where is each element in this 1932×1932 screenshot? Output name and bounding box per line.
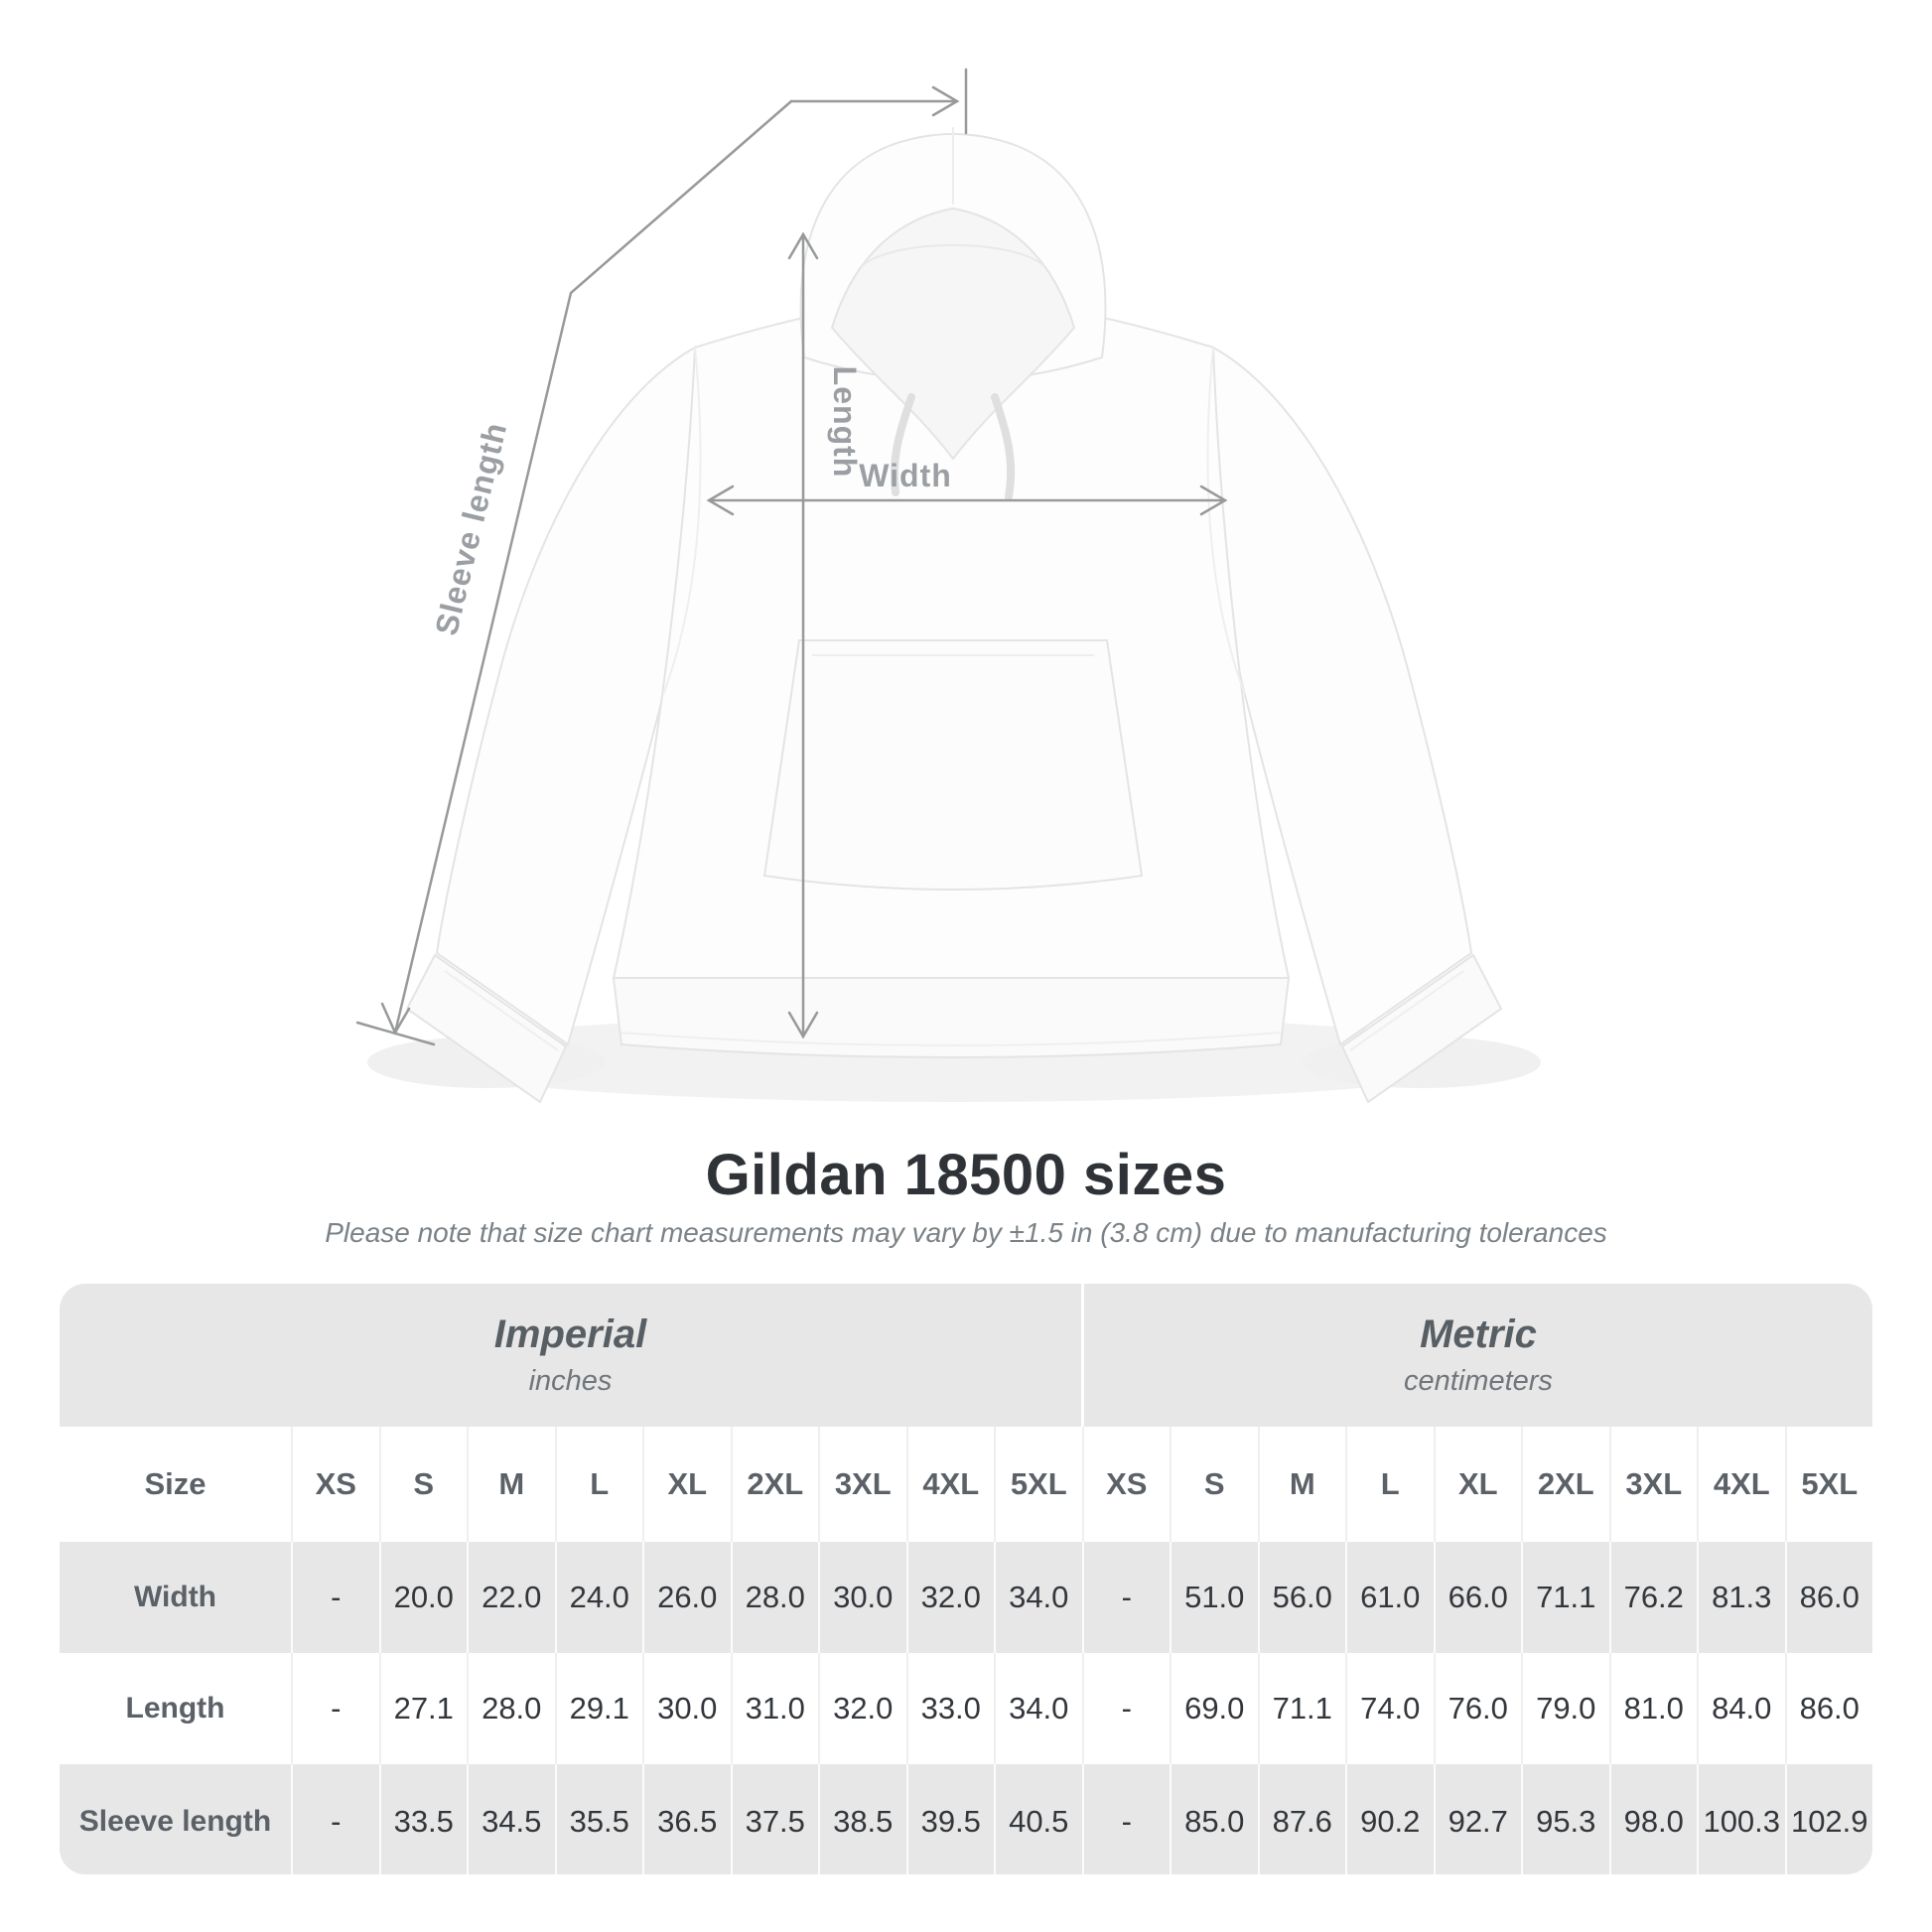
size-header-metric-l: L (1345, 1427, 1434, 1542)
cell: 35.5 (555, 1764, 643, 1874)
cell: 39.5 (906, 1764, 995, 1874)
row-label-sleeve-length: Sleeve length (78, 1804, 272, 1838)
cell: 81.3 (1697, 1542, 1785, 1653)
cell: 30.0 (818, 1542, 906, 1653)
cell: - (1082, 1653, 1171, 1764)
cell: 66.0 (1434, 1542, 1522, 1653)
cell: 56.0 (1258, 1542, 1346, 1653)
sleeve-dimension-label: Sleeve length (428, 418, 514, 639)
cell: 37.5 (731, 1764, 819, 1874)
cell: - (1082, 1764, 1171, 1874)
table-row-sleeve-length (60, 1764, 1872, 1874)
cell: - (1082, 1542, 1171, 1653)
cell: 79.0 (1521, 1653, 1609, 1764)
cell: 102.9 (1785, 1764, 1873, 1874)
table-row-length (60, 1653, 1872, 1764)
cell: 85.0 (1170, 1764, 1258, 1874)
cell: - (291, 1764, 379, 1874)
cell: 30.0 (642, 1653, 731, 1764)
cell: 20.0 (379, 1542, 468, 1653)
unit-group-header-row (60, 1284, 1872, 1427)
cell: 81.0 (1609, 1653, 1698, 1764)
tolerance-note: Please note that size chart measurements may vary by ±1.5 in (3.8 cm) due to manufacturing tolerances (325, 1217, 1607, 1248)
cell: 34.0 (994, 1653, 1082, 1764)
page-title: Gildan 18500 sizes (705, 1143, 1227, 1207)
table-row-width (60, 1542, 1872, 1653)
size-header-imperial-m: M (467, 1427, 555, 1542)
imperial-group-header (60, 1284, 1081, 1427)
size-header-metric-4xl: 4XL (1697, 1427, 1785, 1542)
size-header-imperial-s: S (379, 1427, 468, 1542)
cell: 40.5 (994, 1764, 1082, 1874)
cell: 84.0 (1697, 1653, 1785, 1764)
hoodie-illustration (407, 127, 1501, 1102)
cell: 33.0 (906, 1653, 995, 1764)
length-dimension-label: Length (827, 365, 863, 479)
row-label-length: Length (125, 1692, 225, 1725)
cell: 38.5 (818, 1764, 906, 1874)
cell: 27.1 (379, 1653, 468, 1764)
size-header-row (60, 1427, 1872, 1542)
cell: 28.0 (731, 1542, 819, 1653)
cell: 26.0 (642, 1542, 731, 1653)
kangaroo-pocket (764, 640, 1142, 890)
cell: 31.0 (731, 1653, 819, 1764)
size-column-header: Size (144, 1466, 207, 1501)
cell: 92.7 (1434, 1764, 1522, 1874)
cell: 33.5 (379, 1764, 468, 1874)
cell: 22.0 (467, 1542, 555, 1653)
cell: 76.0 (1434, 1653, 1522, 1764)
size-header-metric-xl: XL (1434, 1427, 1522, 1542)
cell: 32.0 (818, 1653, 906, 1764)
cell: 34.0 (994, 1542, 1082, 1653)
cell: 51.0 (1170, 1542, 1258, 1653)
size-header-metric-3xl: 3XL (1609, 1427, 1698, 1542)
cell: 28.0 (467, 1653, 555, 1764)
cell: 90.2 (1345, 1764, 1434, 1874)
cell: 71.1 (1258, 1653, 1346, 1764)
cell: 98.0 (1609, 1764, 1698, 1874)
cell: 95.3 (1521, 1764, 1609, 1874)
cell: 86.0 (1785, 1542, 1873, 1653)
width-dimension-label: Width (859, 458, 952, 493)
size-table (60, 1284, 1872, 1874)
size-header-metric-s: S (1170, 1427, 1258, 1542)
cell: 71.1 (1521, 1542, 1609, 1653)
size-header-metric-m: M (1258, 1427, 1346, 1542)
cell: 32.0 (906, 1542, 995, 1653)
row-label-width: Width (133, 1581, 217, 1613)
size-header-imperial-4xl: 4XL (906, 1427, 995, 1542)
size-header-imperial-2xl: 2XL (731, 1427, 819, 1542)
imperial-label: Imperial (493, 1312, 647, 1356)
size-header-metric-xs: XS (1082, 1427, 1171, 1542)
cell: 61.0 (1345, 1542, 1434, 1653)
cell: 29.1 (555, 1653, 643, 1764)
cell: 100.3 (1697, 1764, 1785, 1874)
cell: 74.0 (1345, 1653, 1434, 1764)
cell: - (291, 1653, 379, 1764)
metric-label: Metric (1420, 1312, 1537, 1356)
cell: - (291, 1542, 379, 1653)
size-header-imperial-3xl: 3XL (818, 1427, 906, 1542)
cell: 87.6 (1258, 1764, 1346, 1874)
cell: 36.5 (642, 1764, 731, 1874)
cell: 34.5 (467, 1764, 555, 1874)
metric-group-header (1081, 1284, 1872, 1427)
imperial-unit-label: inches (528, 1365, 613, 1397)
size-header-imperial-xl: XL (642, 1427, 731, 1542)
size-header-imperial-5xl: 5XL (994, 1427, 1082, 1542)
cell: 69.0 (1170, 1653, 1258, 1764)
cell: 24.0 (555, 1542, 643, 1653)
size-header-imperial-l: L (555, 1427, 643, 1542)
cell: 86.0 (1785, 1653, 1873, 1764)
cell: 76.2 (1609, 1542, 1698, 1653)
metric-unit-label: centimeters (1404, 1365, 1553, 1397)
size-header-imperial-xs: XS (291, 1427, 379, 1542)
size-header-metric-5xl: 5XL (1785, 1427, 1873, 1542)
size-header-metric-2xl: 2XL (1521, 1427, 1609, 1542)
